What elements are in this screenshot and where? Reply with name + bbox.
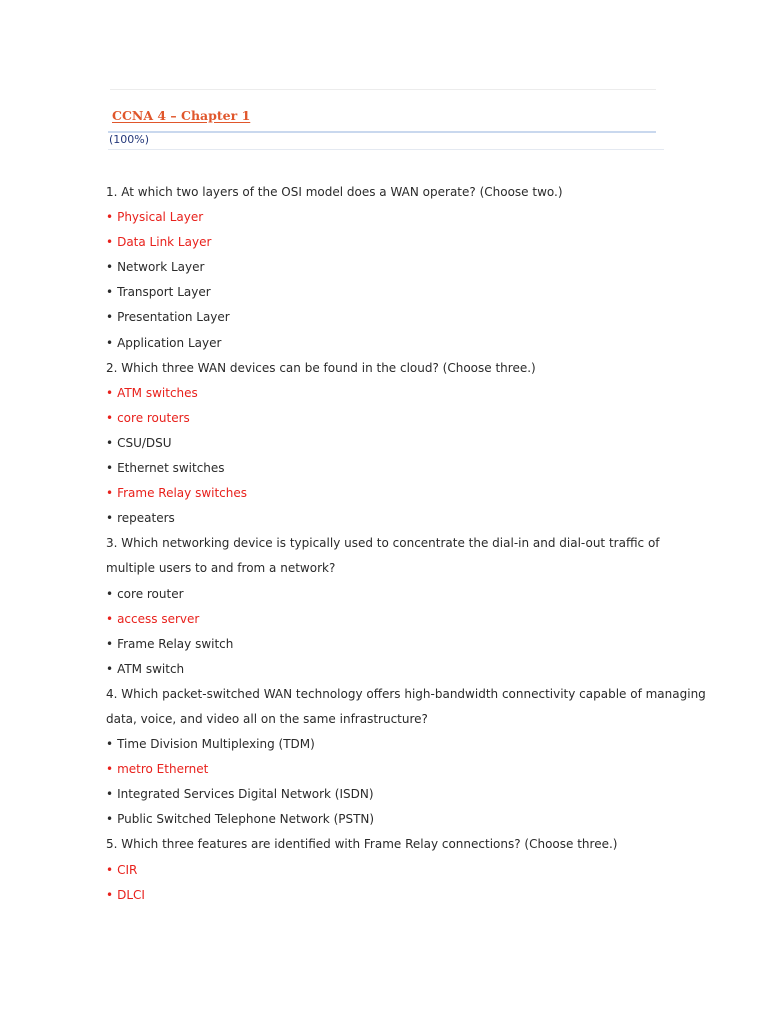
question-text: 4. Which packet-switched WAN technology offers high-bandwidth connectivity capable of managing (106, 686, 706, 701)
answer-text: Network Layer (117, 260, 205, 275)
answer-text: Frame Relay switches (117, 486, 248, 501)
bullet-icon: • (106, 260, 114, 275)
answer-text: access server (117, 611, 200, 626)
correct-answer-option (106, 883, 666, 908)
title-divider (108, 131, 656, 133)
answer-text: DLCI (117, 887, 145, 902)
answer-text: ATM switch (117, 661, 185, 676)
bullet-icon: • (106, 737, 114, 752)
bullet-icon: • (106, 661, 114, 676)
bullet-icon: • (106, 410, 114, 425)
correct-answer-option (106, 481, 666, 506)
bullet-icon: • (106, 486, 114, 501)
correct-answer-option (106, 406, 666, 431)
bullet-icon: • (106, 210, 114, 225)
question-text-continued: data, voice, and video all on the same infrastructure? (106, 711, 428, 726)
answer-option (106, 782, 666, 807)
question-text: 2. Which three WAN devices can be found in the cloud? (Choose three.) (106, 360, 536, 375)
correct-answer-option (106, 757, 666, 782)
score-divider (108, 149, 664, 150)
answer-option (106, 456, 666, 481)
quiz-content (106, 180, 706, 908)
answer-text: Ethernet switches (117, 461, 225, 476)
correct-answer-option (106, 205, 666, 230)
answer-text: ATM switches (117, 385, 198, 400)
answer-text: Transport Layer (117, 285, 211, 300)
correct-answer-option (106, 381, 666, 406)
bullet-icon: • (106, 887, 114, 902)
bullet-icon: • (106, 812, 114, 827)
correct-answer-option (106, 230, 666, 255)
answer-text: Public Switched Telephone Network (PSTN) (117, 812, 375, 827)
answer-text: Presentation Layer (117, 310, 230, 325)
bullet-icon: • (106, 787, 114, 802)
answer-option (106, 331, 666, 356)
bullet-icon: • (106, 636, 114, 651)
question-text-continued: multiple users to and from a network? (106, 561, 336, 576)
bullet-icon: • (106, 285, 114, 300)
answer-text: CSU/DSU (117, 435, 172, 450)
bullet-icon: • (106, 862, 114, 877)
answer-option (106, 632, 666, 657)
document-title-link[interactable]: CCNA 4 – Chapter 1 (112, 108, 251, 123)
bullet-icon: • (106, 435, 114, 450)
answer-text: Data Link Layer (117, 235, 212, 250)
answer-text: Physical Layer (117, 210, 204, 225)
score-label: (100%) (109, 133, 150, 146)
answer-option (106, 732, 666, 757)
bullet-icon: • (106, 762, 114, 777)
answer-option (106, 657, 666, 682)
answer-option (106, 506, 666, 531)
top-divider (110, 89, 656, 90)
question-text: 1. At which two layers of the OSI model does a WAN operate? (Choose two.) (106, 185, 563, 199)
answer-text: metro Ethernet (117, 762, 209, 777)
answer-option (106, 255, 666, 280)
answer-option (106, 807, 666, 832)
answer-option (106, 431, 666, 456)
bullet-icon: • (106, 385, 114, 400)
answer-text: Frame Relay switch (117, 636, 234, 651)
bullet-icon: • (106, 586, 114, 601)
bullet-icon: • (106, 461, 114, 476)
bullet-icon: • (106, 310, 114, 325)
bullet-icon: • (106, 235, 114, 250)
answer-text: Integrated Services Digital Network (ISDN) (117, 787, 374, 802)
bullet-icon: • (106, 335, 114, 350)
answer-text: core routers (117, 410, 190, 425)
answer-option (106, 582, 666, 607)
answer-text: Time Division Multiplexing (TDM) (117, 737, 315, 752)
question-text: 5. Which three features are identified with Frame Relay connections? (Choose three.) (106, 837, 618, 852)
bullet-icon: • (106, 611, 114, 626)
answer-text: repeaters (117, 511, 175, 526)
correct-answer-option (106, 858, 666, 883)
correct-answer-option (106, 607, 666, 632)
bullet-icon: • (106, 511, 114, 526)
answer-text: core router (117, 586, 184, 601)
answer-option (106, 305, 666, 330)
question-text: 3. Which networking device is typically used to concentrate the dial-in and dial-out traffic of (106, 536, 660, 551)
answer-text: Application Layer (117, 335, 222, 350)
answer-text: CIR (117, 862, 138, 877)
answer-option (106, 280, 666, 305)
